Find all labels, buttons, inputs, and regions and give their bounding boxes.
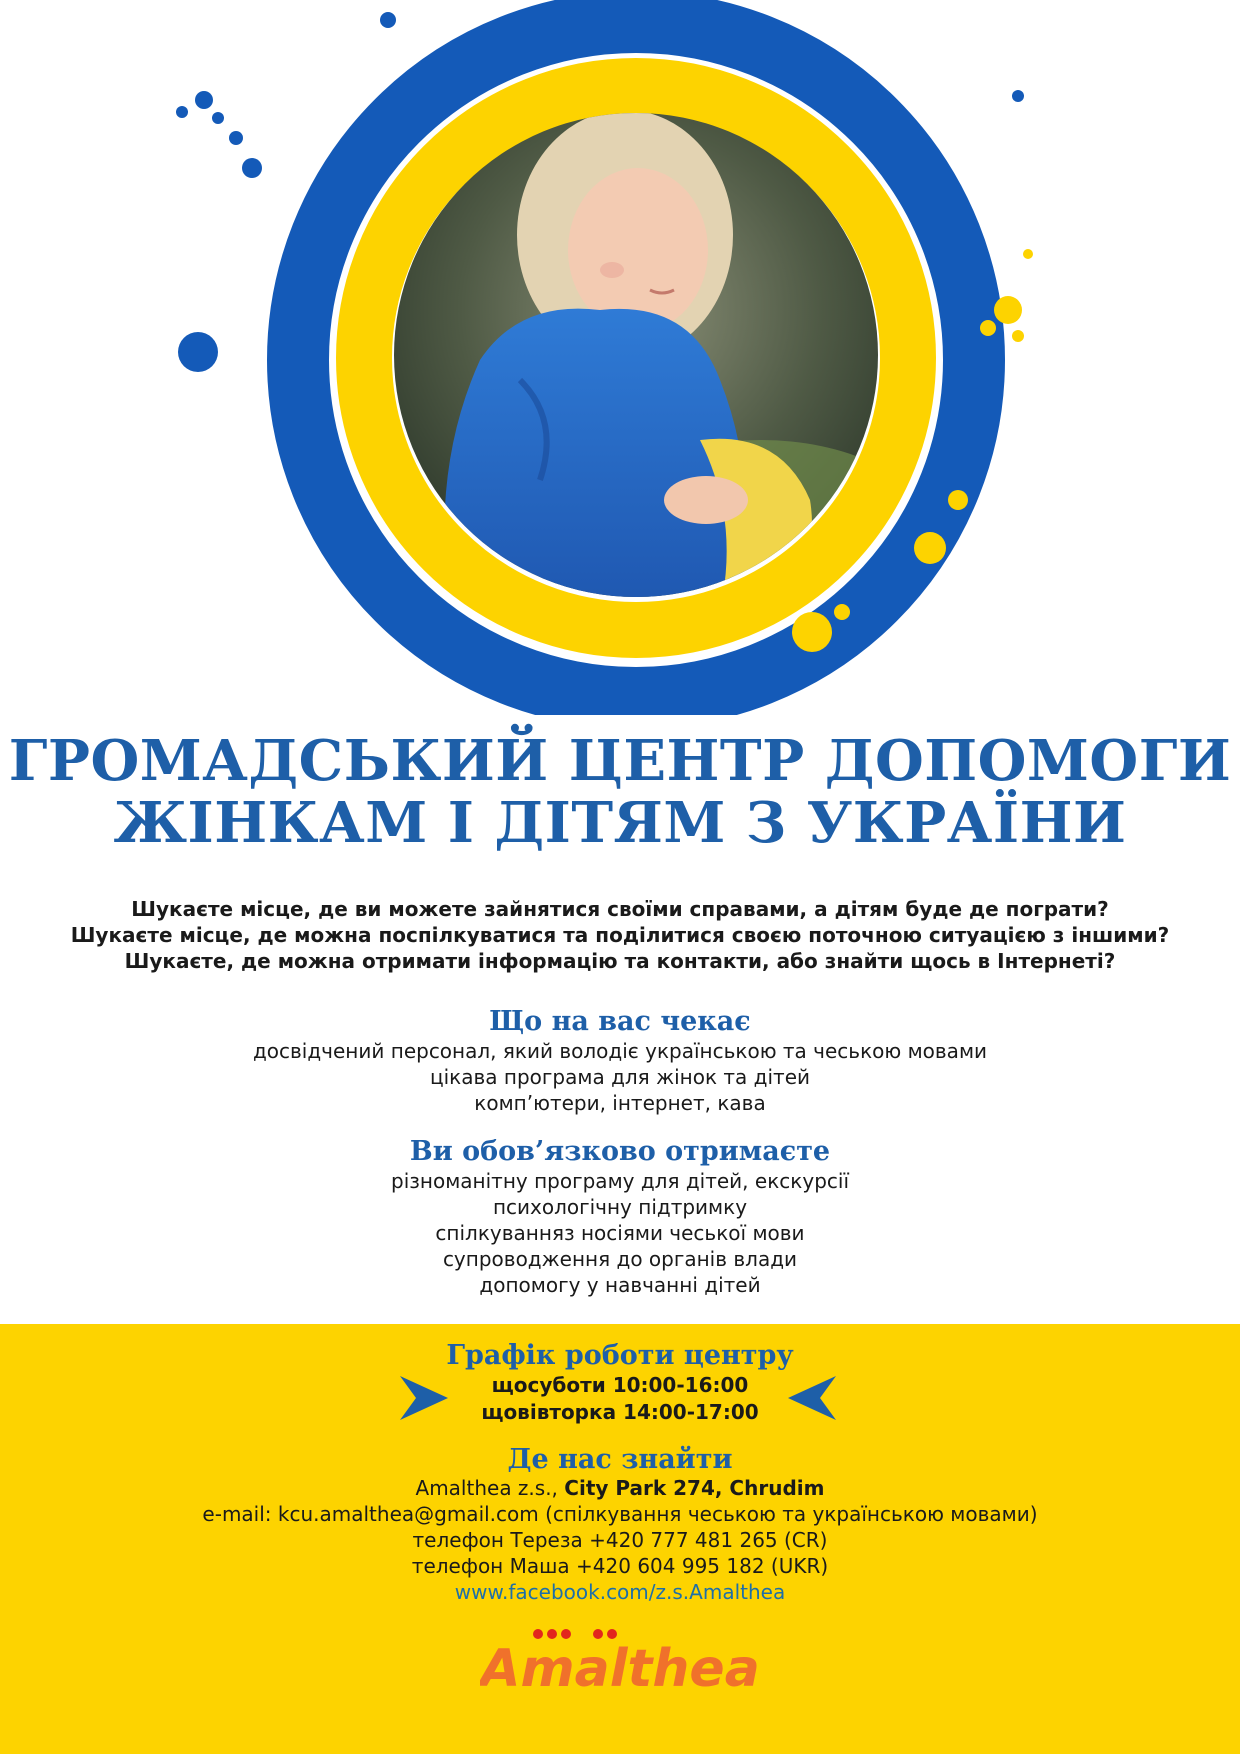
expect-section <box>0 1006 1240 1116</box>
amalthea-logo <box>480 1626 760 1696</box>
list-item: супроводження до органів влади <box>442 1247 798 1271</box>
hero-illustration <box>0 0 1240 715</box>
question-line: Шукаєте місце, де ви можете зайнятися своїми справами, а дітям буде де пограти? <box>131 897 1109 921</box>
list-item: комп’ютери, інтернет, кава <box>474 1091 766 1115</box>
receive-heading: Ви обов’язково отримаєте <box>409 1136 831 1167</box>
contacts <box>0 1475 1240 1605</box>
list-item: спілкуванняз носіями чеської мови <box>435 1221 805 1245</box>
hours-list <box>0 1372 1240 1426</box>
list-item: цікава програма для жінок та дітей <box>430 1065 810 1089</box>
title-line-2: ЖІНКАМ І ДІТЯМ З УКРАЇНИ <box>113 790 1127 856</box>
paint-ring-photo <box>0 0 1240 715</box>
logo-text: Amalthea <box>480 1639 760 1696</box>
list-item: допомогу у навчанні дітей <box>479 1273 761 1297</box>
receive-section <box>0 1136 1240 1298</box>
address-line <box>0 1475 1240 1501</box>
address: City Park 274, Chrudim <box>564 1476 825 1500</box>
list-item: досвідчений персонал, який володіє українською та чеською мовами <box>252 1039 988 1063</box>
question-line: Шукаєте місце, де можна поспілкуватися та поділитися своєю поточною ситуацією з іншими? <box>70 923 1170 947</box>
find-heading: Де нас знайти <box>507 1444 733 1475</box>
question-line: Шукаєте, де можна отримати інформацію та контакти, або знайти щось в Інтернеті? <box>124 949 1116 973</box>
expect-heading: Що на вас чекає <box>489 1006 751 1037</box>
facebook-link[interactable]: www.facebook.com/z.s.Amalthea <box>454 1580 786 1604</box>
title-line-1: ГРОМАДСЬКИЙ ЦЕНТР ДОПОМОГИ <box>8 728 1232 794</box>
chevron-left-icon <box>786 1372 838 1424</box>
phone-line[interactable]: телефон Тереза +420 777 481 265 (CR) <box>412 1528 828 1552</box>
page-title <box>0 730 1240 854</box>
intro-questions <box>0 896 1240 974</box>
hours-item: щосуботи 10:00-16:00 <box>491 1373 749 1397</box>
list-item: різноманітну програму для дітей, екскурсії <box>391 1169 849 1193</box>
phone-line[interactable]: телефон Маша +420 604 995 182 (UKR) <box>411 1554 829 1578</box>
email-line[interactable]: e-mail: kcu.amalthea@gmail.com (спілкування чеською та українською мовами) <box>202 1502 1038 1526</box>
org-name: Amalthea z.s., <box>415 1476 565 1500</box>
hours-heading: Графік роботи центру <box>446 1340 794 1371</box>
list-item: психологічну підтримку <box>492 1195 748 1219</box>
hours-item: щовівторка 14:00-17:00 <box>481 1400 759 1424</box>
